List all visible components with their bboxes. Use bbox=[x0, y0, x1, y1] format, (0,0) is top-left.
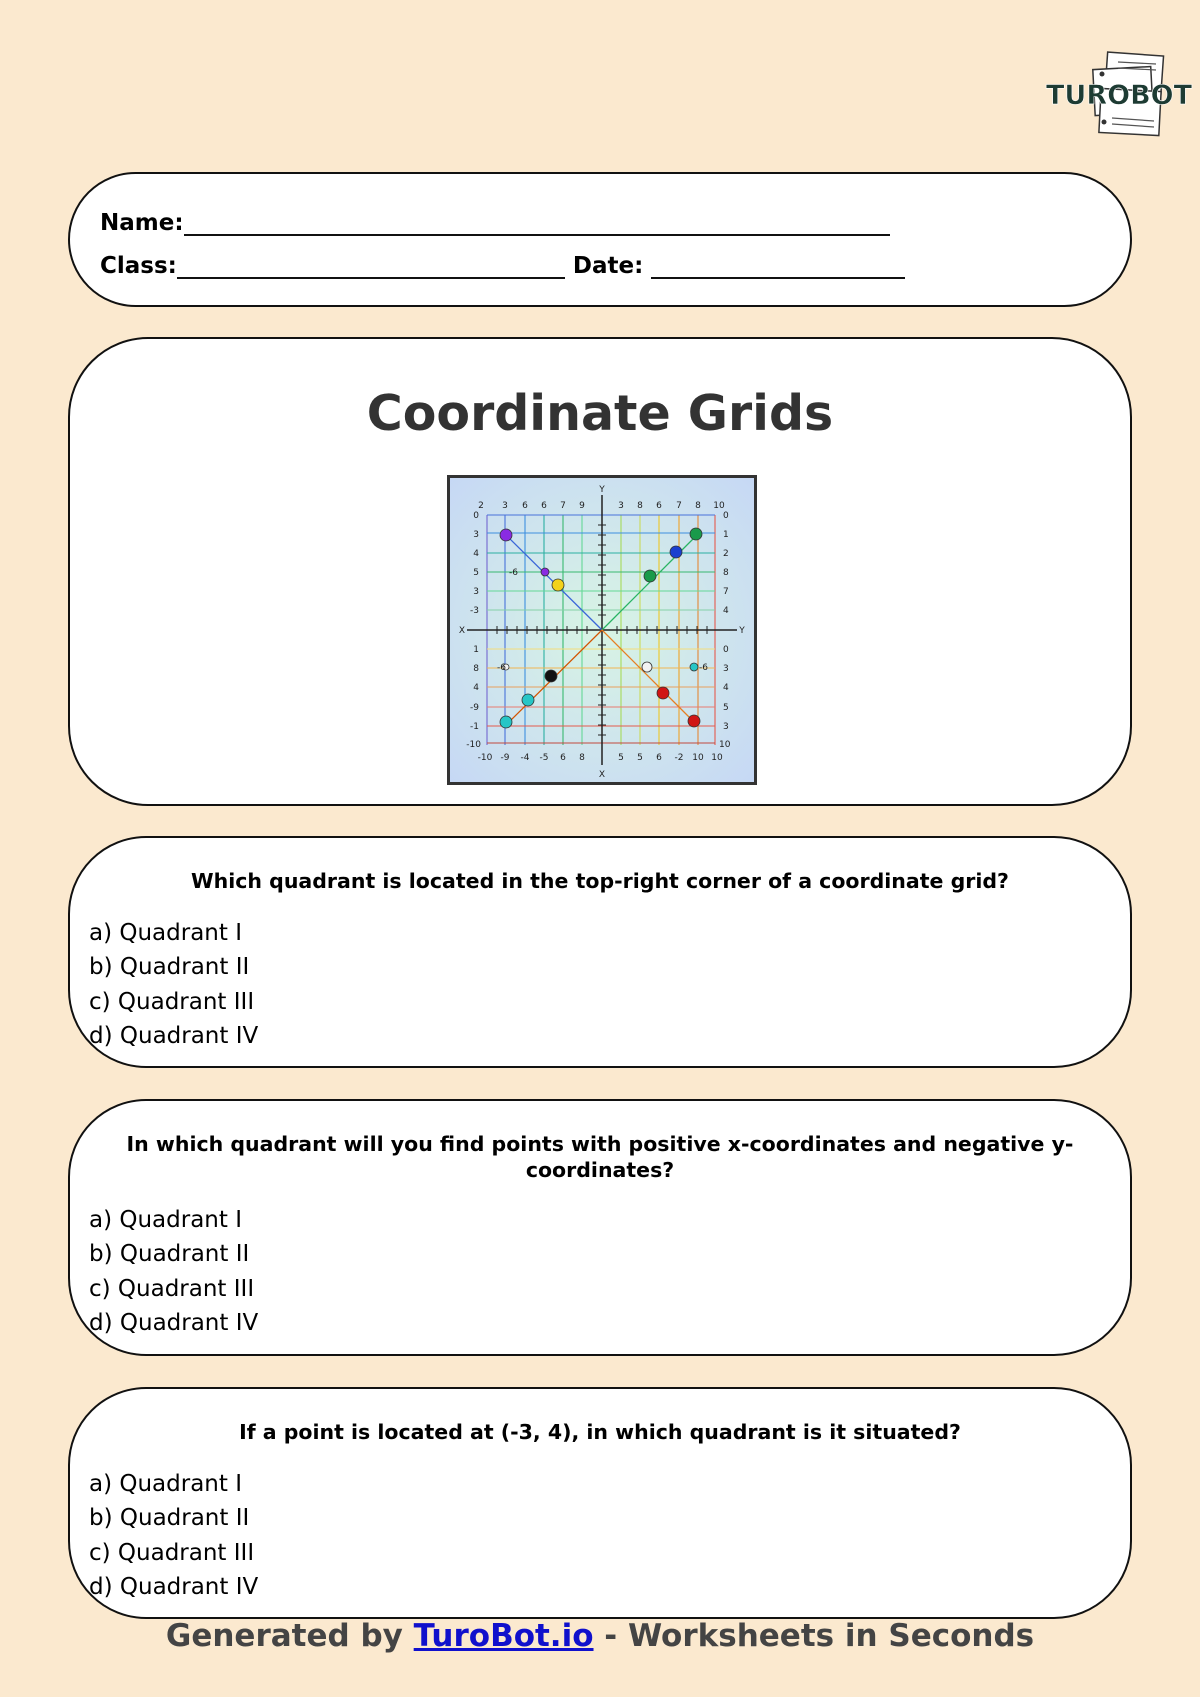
right-tick: 8 bbox=[723, 568, 729, 578]
left-tick: 3 bbox=[473, 530, 479, 540]
bottom-tick: 6 bbox=[560, 753, 566, 763]
right-tick: 2 bbox=[723, 549, 729, 559]
axis-label-bottom: X bbox=[598, 770, 606, 780]
axis-label-top: Y bbox=[599, 485, 605, 495]
top-tick: 7 bbox=[676, 501, 682, 511]
red-point bbox=[657, 687, 669, 699]
bottom-tick: 10 bbox=[692, 753, 704, 763]
purple-small-point bbox=[541, 568, 549, 576]
cyan-small-point bbox=[690, 663, 698, 671]
student-info-card bbox=[68, 172, 1132, 307]
left-tick: 0 bbox=[473, 511, 479, 521]
worksheet-title: Coordinate Grids bbox=[366, 385, 834, 442]
top-tick: 8 bbox=[637, 501, 643, 511]
question-card-2 bbox=[68, 1099, 1132, 1356]
option-b[interactable]: b) Quadrant II bbox=[89, 954, 250, 981]
turobot-logo bbox=[1044, 52, 1193, 138]
top-tick: 9 bbox=[579, 501, 585, 511]
top-tick: 7 bbox=[560, 501, 566, 511]
left-tick: -1 bbox=[470, 722, 479, 732]
bottom-tick: -5 bbox=[539, 753, 549, 763]
top-tick: 6 bbox=[541, 501, 547, 511]
option-c[interactable]: c) Quadrant III bbox=[89, 988, 255, 1015]
left-tick: 1 bbox=[473, 645, 479, 655]
question-text: In which quadrant will you find points with positive x-coordinates and negative y-coordinates? bbox=[126, 1132, 1074, 1182]
option-a[interactable]: a) Quadrant I bbox=[89, 1207, 242, 1233]
top-tick: 8 bbox=[695, 501, 701, 511]
left-tick: 4 bbox=[473, 683, 479, 693]
turobot-link[interactable]: TuroBot.io bbox=[413, 1618, 594, 1654]
class-field[interactable] bbox=[177, 253, 565, 279]
top-tick: 3 bbox=[502, 501, 508, 511]
bottom-tick: -2 bbox=[674, 753, 684, 763]
name-row bbox=[100, 210, 890, 236]
right-tick: 3 bbox=[723, 722, 729, 732]
left-tick: 3 bbox=[473, 587, 479, 597]
bottom-tick: 8 bbox=[579, 753, 585, 763]
question-text: If a point is located at (-3, 4), in which quadrant is it situated? bbox=[239, 1420, 961, 1444]
bottom-tick: -10 bbox=[477, 753, 493, 763]
white-point bbox=[642, 662, 652, 672]
left-tick: -10 bbox=[466, 740, 481, 750]
top-tick: 3 bbox=[618, 501, 624, 511]
right-tick: 3 bbox=[723, 664, 729, 674]
left-tick: 8 bbox=[473, 664, 479, 674]
black-point bbox=[545, 670, 557, 682]
name-field[interactable] bbox=[184, 210, 890, 236]
left-tick: -3 bbox=[470, 606, 479, 616]
question-card-1 bbox=[68, 836, 1132, 1068]
footer-prefix: Generated by bbox=[165, 1618, 414, 1654]
right-tick: 5 bbox=[723, 703, 729, 713]
bottom-tick: 10 bbox=[711, 753, 723, 763]
green-point bbox=[690, 528, 702, 540]
option-d[interactable]: d) Quadrant IV bbox=[89, 1309, 259, 1336]
right-tick: 0 bbox=[723, 645, 729, 655]
class-label: Class: bbox=[100, 253, 177, 279]
date-field[interactable] bbox=[651, 253, 905, 279]
top-tick: 2 bbox=[478, 501, 484, 511]
option-d[interactable]: d) Quadrant IV bbox=[89, 1022, 259, 1049]
footer-suffix: - Worksheets in Seconds bbox=[593, 1618, 1035, 1654]
right-tick: 10 bbox=[719, 740, 731, 750]
red-point-2 bbox=[688, 715, 700, 727]
option-b[interactable]: b) Quadrant II bbox=[89, 1241, 250, 1268]
title-card bbox=[68, 337, 1132, 806]
right-tick: 4 bbox=[723, 606, 729, 616]
top-tick: 6 bbox=[656, 501, 662, 511]
option-d[interactable]: d) Quadrant IV bbox=[89, 1573, 259, 1600]
yellow-point bbox=[552, 579, 564, 591]
right-tick: 4 bbox=[723, 683, 729, 693]
option-b[interactable]: b) Quadrant II bbox=[89, 1505, 250, 1532]
question-text: Which quadrant is located in the top-right corner of a coordinate grid? bbox=[191, 869, 1009, 893]
axis-label-left: X bbox=[458, 626, 466, 636]
green-point-2 bbox=[644, 570, 656, 582]
right-tick: 1 bbox=[723, 530, 729, 540]
options-list bbox=[89, 1467, 258, 1604]
option-c[interactable]: c) Quadrant III bbox=[89, 1275, 255, 1302]
blue-point bbox=[670, 546, 682, 558]
option-c[interactable]: c) Quadrant III bbox=[89, 1539, 255, 1566]
option-a[interactable]: a) Quadrant I bbox=[89, 1471, 242, 1497]
option-a[interactable]: a) Quadrant I bbox=[89, 920, 242, 946]
left-tick: 4 bbox=[473, 549, 479, 559]
point-label: -6 bbox=[699, 663, 708, 673]
bottom-tick: 5 bbox=[618, 753, 624, 763]
footer bbox=[0, 1618, 1200, 1654]
purple-point bbox=[500, 529, 512, 541]
date-label: Date: bbox=[572, 253, 644, 279]
point-label: -6 bbox=[509, 568, 518, 578]
cyan-point-2 bbox=[500, 716, 512, 728]
right-tick: 0 bbox=[723, 511, 729, 521]
class-date-row bbox=[100, 253, 905, 279]
top-tick: 6 bbox=[522, 501, 528, 511]
top-tick: 10 bbox=[713, 501, 725, 511]
right-tick: 7 bbox=[723, 587, 729, 597]
logo-wordmark: TUROBOT bbox=[1046, 80, 1193, 111]
left-tick: 5 bbox=[473, 568, 479, 578]
coordinate-grid-image bbox=[447, 475, 757, 785]
cyan-point bbox=[522, 694, 534, 706]
options-list bbox=[89, 916, 258, 1053]
bottom-tick: -4 bbox=[520, 753, 530, 763]
name-label: Name: bbox=[100, 210, 184, 236]
axis-label-right: Y bbox=[739, 626, 745, 636]
point-label: -6 bbox=[497, 663, 506, 673]
bottom-tick: 5 bbox=[637, 753, 643, 763]
question-card-3 bbox=[68, 1387, 1132, 1619]
bottom-tick: -9 bbox=[500, 753, 510, 763]
options-list bbox=[89, 1203, 258, 1340]
bottom-tick: 6 bbox=[656, 753, 662, 763]
left-tick: -9 bbox=[470, 703, 479, 713]
